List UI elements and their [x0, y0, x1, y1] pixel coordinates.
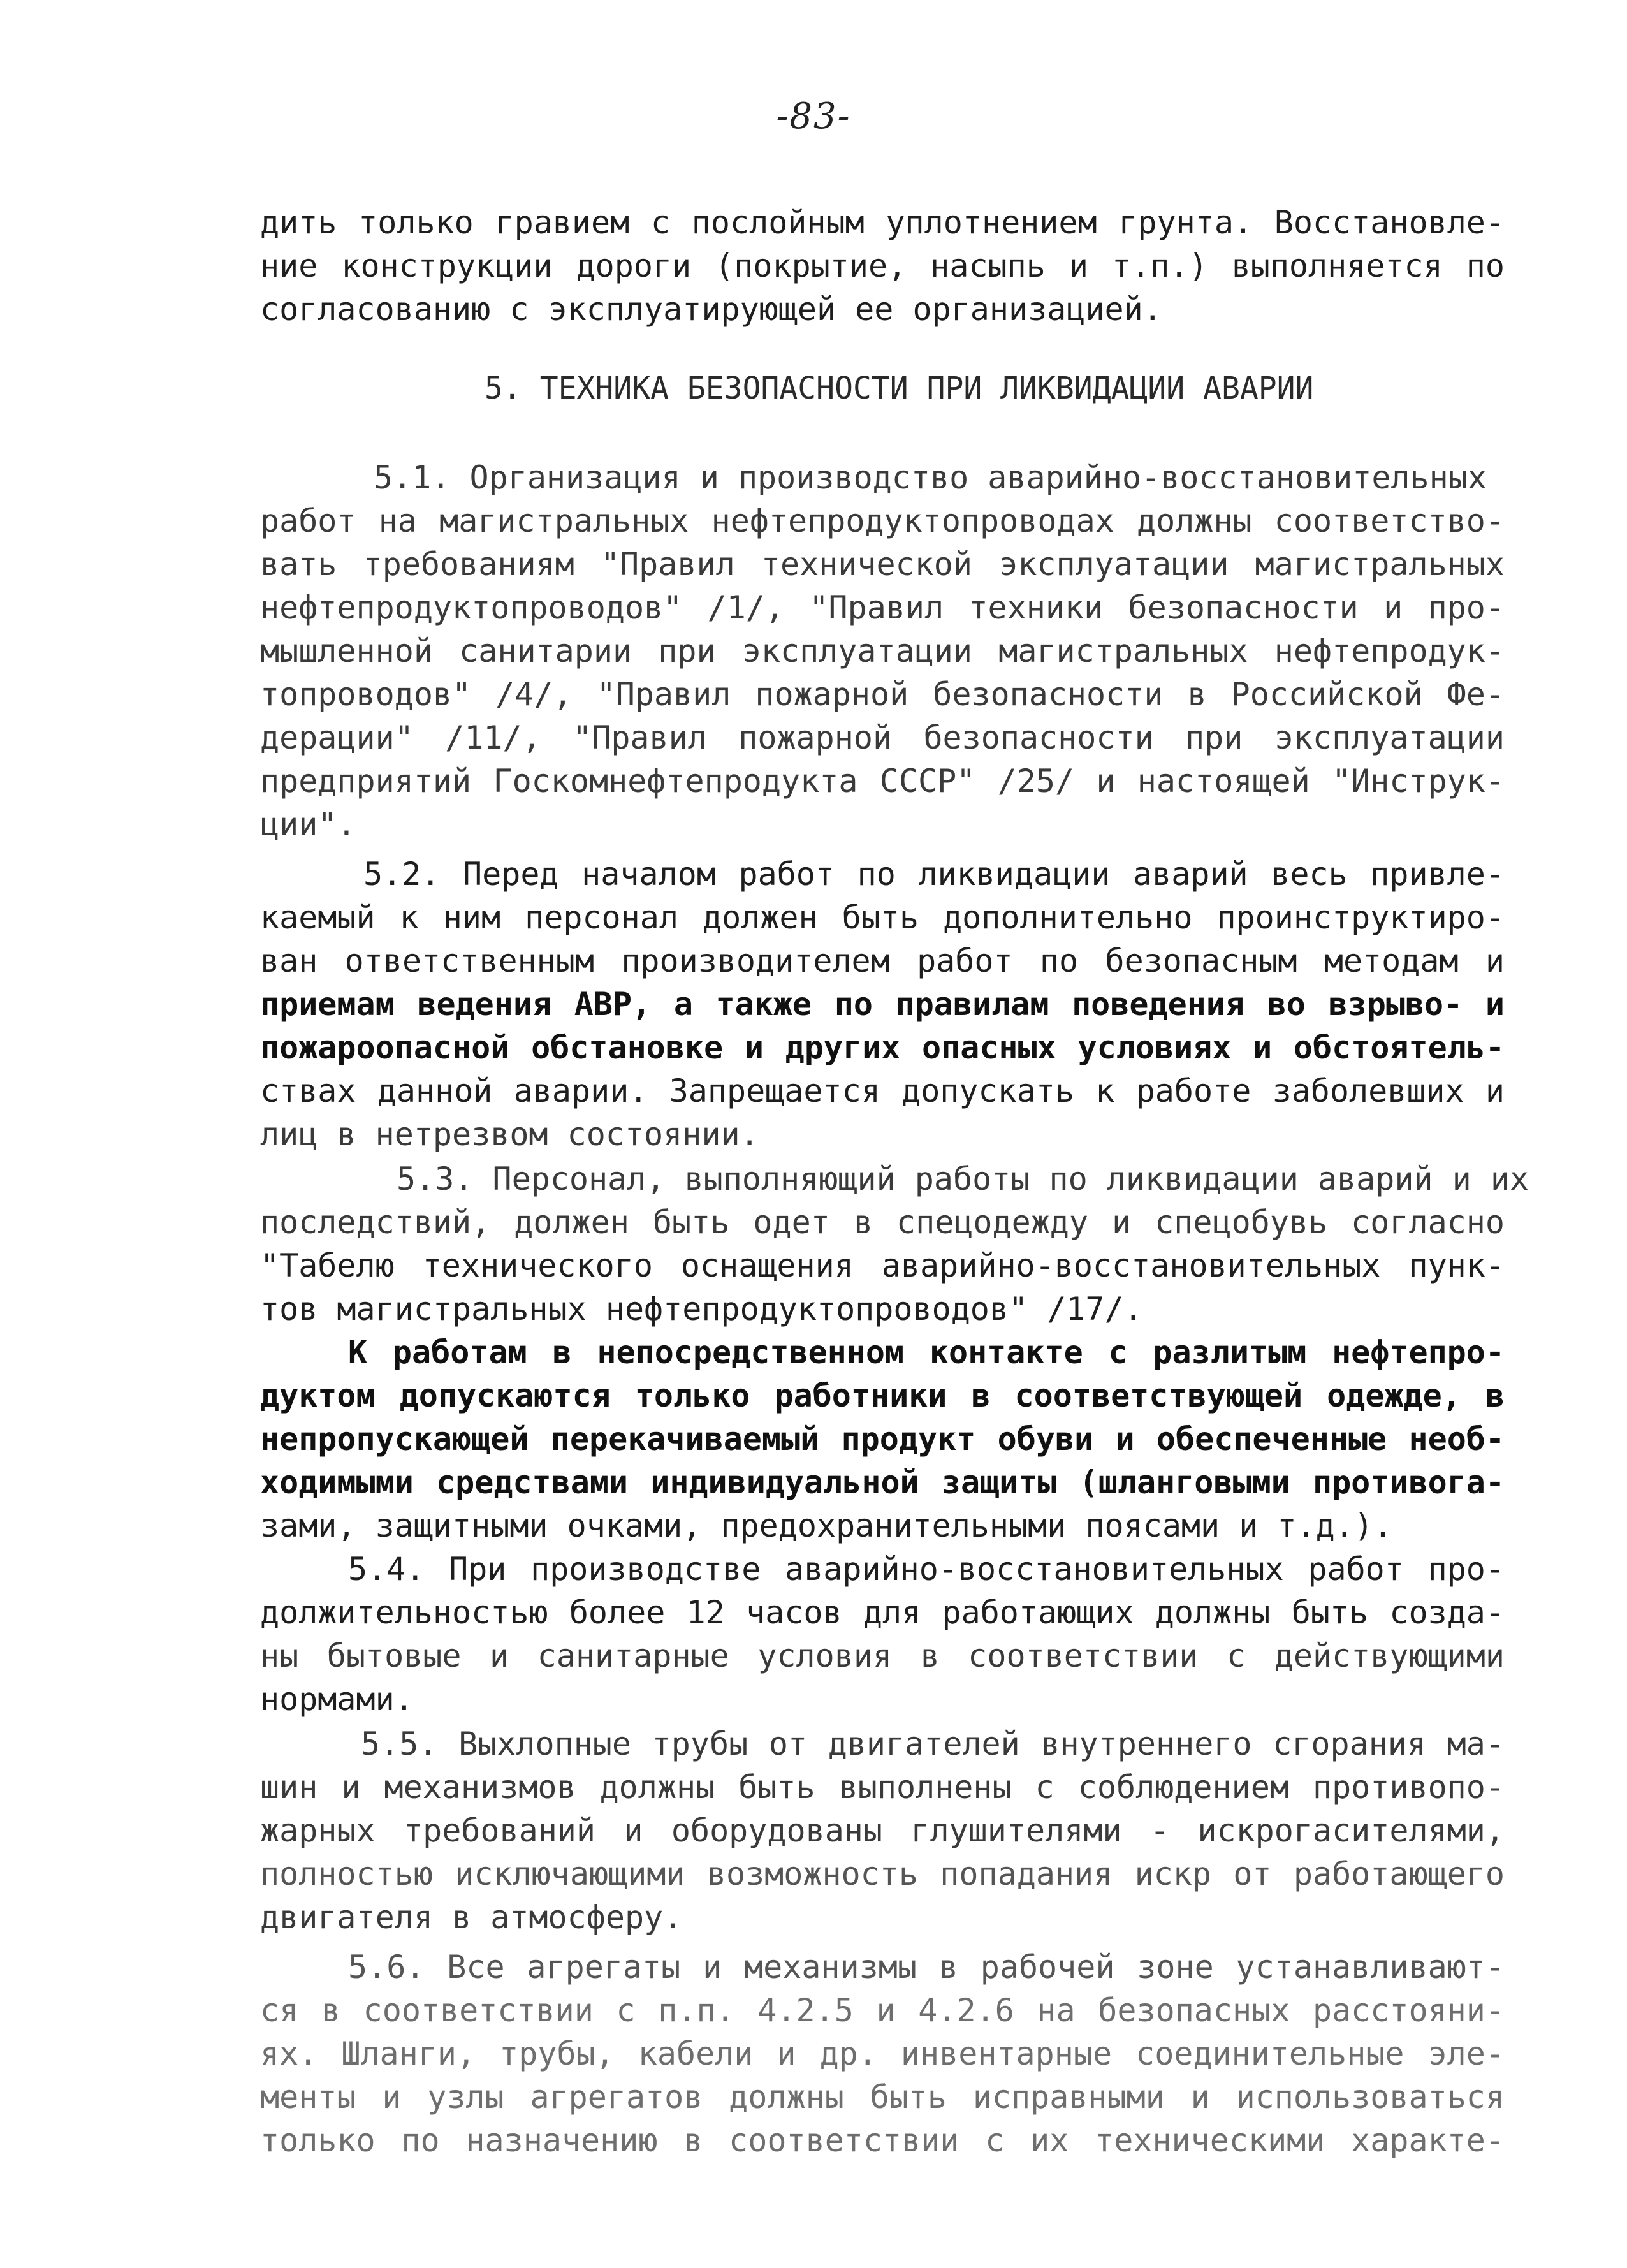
paragraph-5-4-line: ны бытовые и санитарные условия в соответствии с действующими [260, 1637, 1505, 1674]
paragraph-5-6-line: ях. Шланги, трубы, кабели и др. инвентарные соединительные эле- [260, 2035, 1505, 2072]
paragraph-5-1-line: работ на магистральных нефтепродуктопроводах должны соответство- [260, 502, 1505, 539]
paragraph-5-4-line: 5.4. При производстве аварийно-восстановительных работ про- [348, 1551, 1505, 1588]
paragraph-5-6-line: ся в соответствии с п.п. 4.2.5 и 4.2.6 на безопасных расстояни- [260, 1992, 1505, 2029]
paragraph-5-1-line: дерации" /11/, "Правил пожарной безопасности при эксплуатации [260, 719, 1505, 756]
paragraph-5-3-line: 5.3. Персонал, выполняющий работы по ликвидации аварий и их [397, 1160, 1529, 1197]
paragraph-5-1-line: топроводов" /4/, "Правил пожарной безопасности в Российской Фе- [260, 676, 1505, 713]
paragraph-5-6-line: только по назначению в соответствии с их техническими характе- [260, 2122, 1505, 2159]
paragraph-5-1-line: вать требованиям "Правил технической эксплуатации магистральных [260, 546, 1505, 583]
paragraph-5-6-line: менты и узлы агрегатов должны быть исправными и использоваться [260, 2079, 1505, 2116]
paragraph-5-3-line: "Табелю технического оснащения аварийно-восстановительных пунк- [260, 1247, 1505, 1284]
paragraph-5-2-line: лиц в нетрезвом состоянии. [260, 1116, 759, 1153]
paragraph-5-2-line: ствах данной аварии. Запрещается допускать к работе заболевших и [260, 1072, 1505, 1109]
paragraph-5-1-line: 5.1. Организация и производство аварийно-восстановительных [374, 459, 1487, 496]
paragraph-contact-line: ходимыми средствами индивидуальной защиты (шланговыми противога- [260, 1464, 1505, 1501]
paragraph-5-1-line: нефтепродуктопроводов" /1/, "Правил техники безопасности и про- [260, 589, 1505, 626]
paragraph-5-5-line: жарных требований и оборудованы глушителями - искрогасителями, [260, 1812, 1505, 1849]
paragraph-5-1-line: ции". [260, 806, 356, 843]
paragraph-5-1-line: мышленной санитарии при эксплуатации магистральных нефтепродук- [260, 633, 1505, 669]
paragraph-5-4-line: нормами. [260, 1681, 414, 1718]
paragraph-5-2-line: приемам ведения АВР, а также по правилам поведения во взрыво- и [260, 986, 1505, 1023]
paragraph-5-2-line: ван ответственным производителем работ по безопасным методам и [260, 942, 1505, 979]
section-heading: 5. ТЕХНИКА БЕЗОПАСНОСТИ ПРИ ЛИКВИДАЦИИ АВАРИИ [485, 370, 1314, 406]
paragraph-5-5-line: 5.5. Выхлопные трубы от двигателей внутреннего сгорания ма- [361, 1725, 1505, 1762]
paragraph-contact-line: зами, защитными очками, предохранительными поясами и т.д.). [260, 1507, 1393, 1544]
paragraph-contact-line: непропускающей перекачиваемый продукт обуви и обеспеченные необ- [260, 1421, 1505, 1458]
intro-line: дить только гравием с послойным уплотнением грунта. Восстановле- [260, 204, 1505, 241]
paragraph-5-3-line: последствий, должен быть одет в спецодежду и спецобувь согласно [260, 1204, 1505, 1241]
paragraph-contact-line: К работам в непосредственном контакте с разлитым нефтепро- [348, 1334, 1505, 1371]
paragraph-5-6-line: 5.6. Все агрегаты и механизмы в рабочей зоне устанавливают- [348, 1949, 1505, 1986]
paragraph-5-5-line: двигателя в атмосферу. [260, 1899, 683, 1936]
intro-line: ние конструкции дороги (покрытие, насыпь и т.п.) выполняется по [260, 247, 1505, 284]
paragraph-5-2-line: пожароопасной обстановке и других опасных условиях и обстоятель- [260, 1029, 1505, 1066]
paragraph-5-3-line: тов магистральных нефтепродуктопроводов" /17/. [260, 1291, 1143, 1328]
paragraph-5-2-line: 5.2. Перед началом работ по ликвидации аварий весь привле- [363, 856, 1505, 893]
paragraph-5-2-line: каемый к ним персонал должен быть дополнительно проинструктиро- [260, 899, 1505, 936]
intro-line: согласованию с эксплуатирующей ее организацией. [260, 291, 1162, 328]
paragraph-5-5-line: полностью исключающими возможность попадания искр от работающего [260, 1855, 1505, 1892]
paragraph-5-1-line: предприятий Госкомнефтепродукта СССР" /25/ и настоящей "Инструк- [260, 763, 1505, 800]
paragraph-5-5-line: шин и механизмов должны быть выполнены с соблюдением противопо- [260, 1769, 1505, 1806]
paragraph-contact-line: дуктом допускаются только работники в соответствующей одежде, в [260, 1377, 1505, 1414]
paragraph-5-4-line: должительностью более 12 часов для работающих должны быть созда- [260, 1594, 1505, 1631]
page-number: -83- [776, 96, 851, 137]
